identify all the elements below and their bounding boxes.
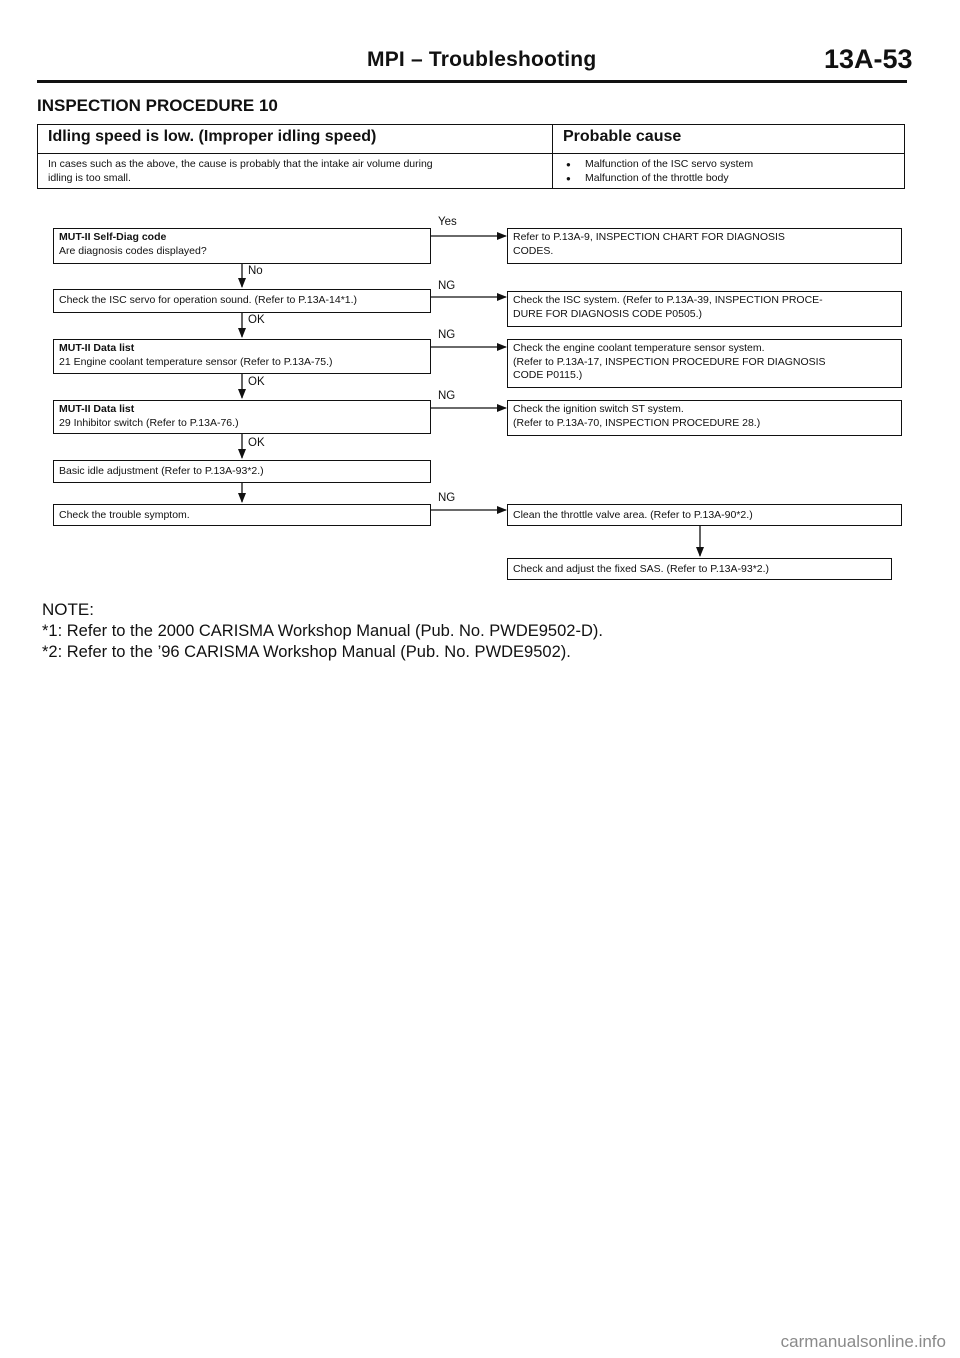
result-text: Check and adjust the fixed SAS. (Refer to P.13A-93*2.) [513, 563, 770, 575]
result-adjust-fixed-sas [507, 558, 892, 580]
step-isc-servo-check [53, 289, 431, 313]
step-heading: MUT-II Data list [59, 342, 135, 354]
result-coolant-sensor-system [507, 339, 902, 388]
ok-label: OK [248, 376, 265, 388]
cause-header: Probable cause [553, 125, 905, 154]
result-line: Check the ignition switch ST system. [513, 403, 684, 415]
step-data-list-21 [53, 339, 431, 374]
cause-item: ● Malfunction of the throttle body [563, 171, 894, 185]
ng-label: NG [438, 329, 456, 341]
ng-label: NG [438, 280, 456, 292]
footer-watermark: carmanualsonline.info [780, 1332, 946, 1351]
ng-label: NG [438, 492, 456, 504]
result-text: Clean the throttle valve area. (Refer to P.13A-90*2.) [513, 509, 753, 521]
symptom-header: Idling speed is low. (Improper idling speed) [38, 125, 553, 154]
result-inspection-chart [507, 228, 902, 264]
ok-label: OK [248, 437, 265, 449]
description-line: In cases such as the above, the cause is probably that the intake air volume during [48, 158, 433, 170]
result-ignition-switch [507, 400, 902, 436]
note-line: *2: Refer to the ’96 CARISMA Workshop Manual (Pub. No. PWDE9502). [42, 643, 571, 661]
step-basic-idle-adjustment [53, 460, 431, 483]
no-label: No [248, 265, 263, 277]
result-line: CODE P0115.) [513, 369, 583, 381]
step-heading: MUT-II Self-Diag code [59, 231, 167, 243]
step-text: Check the trouble symptom. [59, 509, 190, 521]
page-number: 13A-53 [824, 44, 913, 74]
step-text: Are diagnosis codes displayed? [59, 244, 207, 257]
result-isc-system [507, 291, 902, 327]
step-text: Check the ISC servo for operation sound. (Refer to P.13A-14*1.) [59, 294, 358, 306]
result-clean-throttle-valve [507, 504, 902, 526]
step-data-list-29 [53, 400, 431, 434]
section-title: MPI – Troubleshooting [367, 48, 597, 71]
yes-label: Yes [438, 216, 457, 228]
ok-label: OK [248, 314, 265, 326]
step-heading: MUT-II Data list [59, 403, 135, 415]
result-line: Check the ISC system. (Refer to P.13A-39, INSPECTION PROCE- [513, 294, 823, 306]
step-self-diag [53, 228, 431, 264]
note-title: NOTE: [42, 600, 94, 619]
result-line: CODES. [513, 244, 554, 257]
description-line: idling is too small. [48, 172, 131, 184]
result-line: (Refer to P.13A-70, INSPECTION PROCEDURE 28.) [513, 416, 761, 429]
result-line: (Refer to P.13A-17, INSPECTION PROCEDURE FOR DIAGNOSIS [513, 355, 826, 368]
step-text: 29 Inhibitor switch (Refer to P.13A-76.) [59, 416, 239, 429]
note-line: *1: Refer to the 2000 CARISMA Workshop Manual (Pub. No. PWDE9502-D). [42, 622, 603, 640]
step-text: 21 Engine coolant temperature sensor (Refer to P.13A-75.) [59, 355, 333, 368]
result-line: Check the engine coolant temperature sensor system. [513, 342, 765, 354]
result-line: Refer to P.13A-9, INSPECTION CHART FOR DIAGNOSIS [513, 231, 785, 243]
step-text: Basic idle adjustment (Refer to P.13A-93*2.) [59, 465, 264, 477]
cause-item: ● Malfunction of the ISC servo system [563, 157, 894, 171]
step-check-trouble-symptom [53, 504, 431, 526]
ng-label: NG [438, 390, 456, 402]
result-line: DURE FOR DIAGNOSIS CODE P0505.) [513, 307, 703, 320]
procedure-title: INSPECTION PROCEDURE 10 [37, 96, 278, 115]
